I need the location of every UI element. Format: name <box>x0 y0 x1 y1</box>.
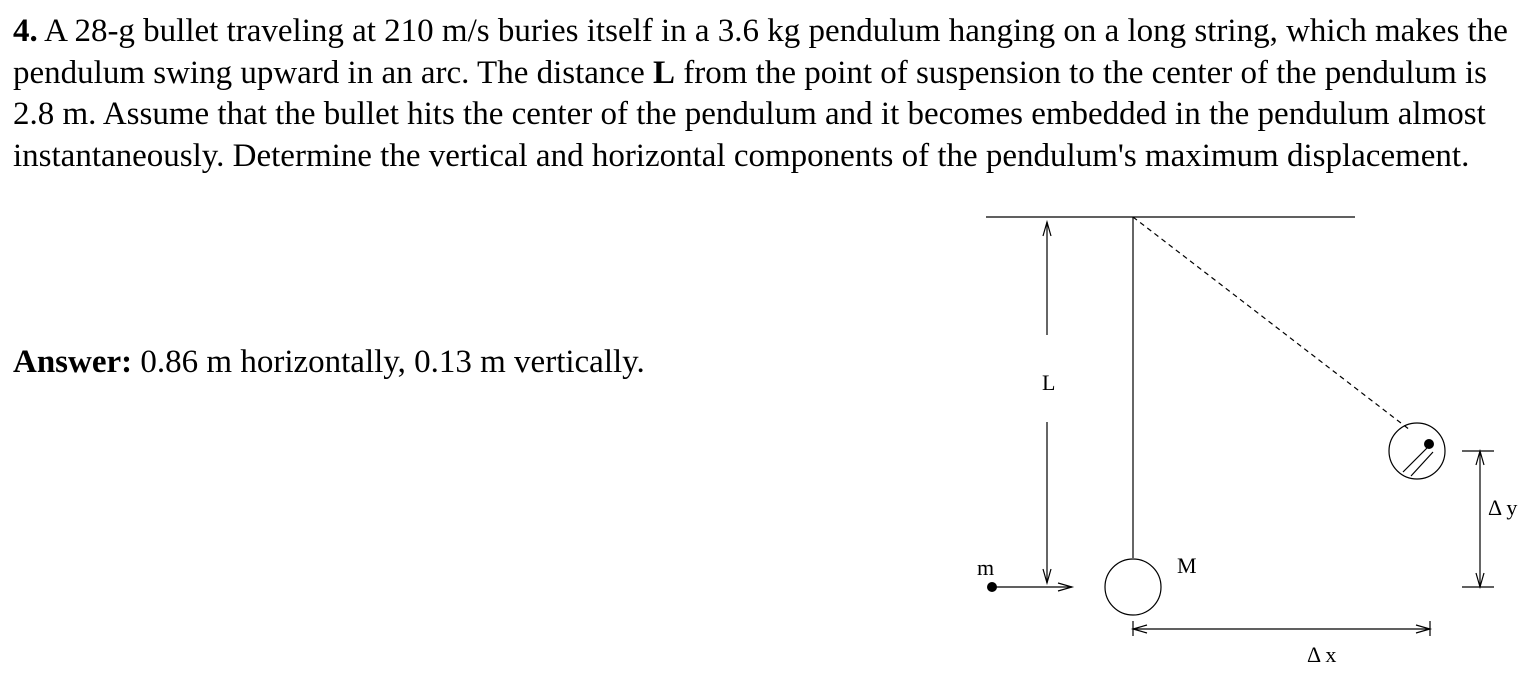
length-symbol: L <box>652 54 675 91</box>
displaced-bob-stripe <box>1411 452 1433 476</box>
dy-label: Δ y <box>1488 495 1518 520</box>
displaced-bob-stripe <box>1403 447 1428 472</box>
displaced-bob <box>1389 423 1445 479</box>
problem-text-part1: A 28-g bullet traveling at 210 m/s buries itself in a 3.6 kg pendulum hanging on a long string, which makes the pendulum swing upward in an arc. The distance <box>13 13 1508 91</box>
displaced-string <box>1133 217 1410 430</box>
dx-label: Δ x <box>1307 642 1337 667</box>
length-label: L <box>1042 370 1056 395</box>
bullet-mass-label: m <box>977 555 995 580</box>
pendulum-mass-label: M <box>1177 553 1197 578</box>
answer-text: 0.86 m horizontally, 0.13 m vertically. <box>132 344 645 380</box>
problem-number: 4. <box>13 13 38 49</box>
bullet-dot <box>987 582 997 592</box>
displaced-bob-center-dot <box>1424 439 1434 449</box>
answer-label: Answer: <box>13 344 133 380</box>
pendulum-bob <box>1105 559 1161 615</box>
problem-text-part2: from the point of suspension to the center of the pendulum is 2.8 m. Assume that the bullet hits the center of the pendulum and it becomes embedded in the pendulum almost instantaneously. Determine the vertical and horizontal components of the pendulum's maximum displacement. <box>13 54 1488 174</box>
